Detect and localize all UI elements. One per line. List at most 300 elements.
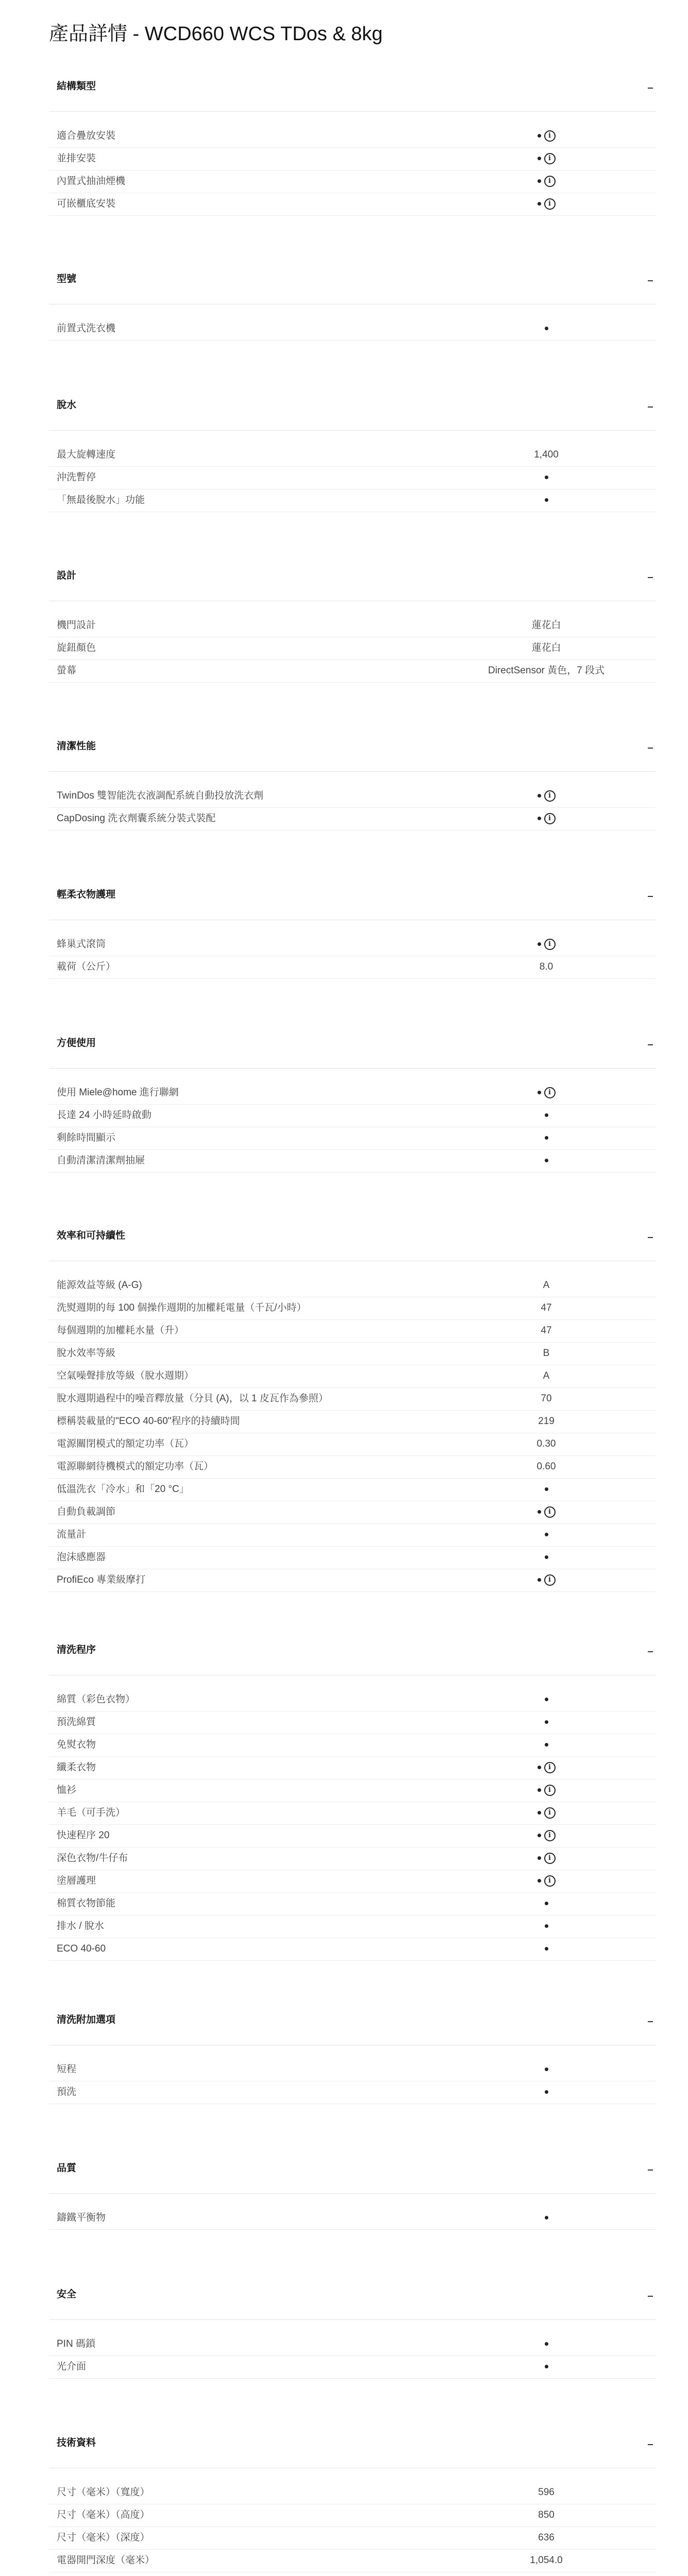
collapse-minus-icon[interactable] [635, 566, 656, 586]
spec-label: 「無最後脫水」功能 [57, 495, 145, 505]
section-title: 安全 [57, 2289, 77, 2300]
spec-section [49, 62, 656, 216]
spec-row [49, 1870, 656, 1893]
spec-row [49, 1479, 656, 1501]
collapse-minus-icon[interactable] [635, 2158, 656, 2179]
spec-value-text: 850 [538, 2510, 555, 2520]
spec-value [482, 1501, 611, 1523]
spec-rows [49, 1261, 656, 1592]
spec-value [482, 1757, 611, 1778]
spec-rows [49, 431, 656, 512]
spec-row [49, 1893, 656, 1916]
spec-value-text: 0.60 [536, 1461, 556, 1472]
spec-value [482, 1938, 611, 1960]
section-header[interactable] [49, 2270, 656, 2320]
spec-row [49, 318, 656, 341]
spec-rows [49, 2194, 656, 2230]
section-title: 清洗附加選項 [57, 2014, 116, 2025]
spec-label: 並排安裝 [57, 153, 96, 164]
spec-value-text: 蓮花白 [531, 642, 561, 653]
spec-label: 旋鈕顏色 [57, 642, 96, 653]
spec-rows [49, 2468, 656, 2576]
info-icon[interactable]: i [544, 939, 556, 950]
spec-label: TwinDos 雙智能洗衣液調配系統自動投放洗衣劑 [57, 790, 264, 801]
spec-row [49, 1501, 656, 1524]
spec-rows [49, 1069, 656, 1173]
spec-rows [49, 601, 656, 683]
spec-value [482, 171, 611, 192]
spec-row [49, 2207, 656, 2230]
spec-value [482, 1689, 611, 1710]
info-icon[interactable]: i [544, 1830, 556, 1841]
spec-label: 電源關閉模式的額定功率（瓦） [57, 1438, 194, 1449]
section-header[interactable] [49, 381, 656, 431]
info-icon[interactable]: i [544, 1087, 556, 1098]
spec-label: 光介面 [57, 2361, 87, 2372]
spec-rows [49, 2320, 656, 2379]
bullet-dot-icon [545, 1159, 548, 1162]
spec-value [482, 1524, 611, 1546]
spec-rows [49, 112, 656, 216]
spec-label: 尺寸（毫米）（寬度） [57, 2487, 150, 2498]
spec-value [482, 2572, 611, 2576]
spec-label: 標稱裝載量的"ECO 40-60"程序的持續時間 [57, 1416, 240, 1427]
spec-value [482, 785, 611, 807]
spec-label: 恤衫 [57, 1785, 77, 1795]
spec-value [482, 1105, 611, 1126]
section-header[interactable] [49, 722, 656, 772]
spec-row [49, 1569, 656, 1592]
bullet-dot-icon [545, 2365, 548, 2368]
spec-label: 最大旋轉速度 [57, 449, 116, 460]
bullet-dot-icon [538, 179, 541, 183]
section-header[interactable] [49, 2144, 656, 2194]
spec-value [482, 615, 611, 636]
spec-row [49, 1343, 656, 1365]
spec-value [482, 1127, 611, 1149]
bullet-dot-icon [538, 1856, 541, 1860]
spec-row [49, 193, 656, 216]
section-header[interactable] [49, 1019, 656, 1069]
spec-section [49, 381, 656, 512]
section-title: 結構類型 [57, 81, 96, 92]
bullet-dot-icon [545, 1487, 548, 1491]
section-header[interactable] [49, 1995, 656, 2045]
spec-rows [49, 2045, 656, 2104]
spec-value [482, 125, 611, 147]
bullet-dot-icon [545, 1533, 548, 1536]
spec-rows [49, 304, 656, 341]
section-header[interactable] [49, 255, 656, 304]
spec-label: 脫水效率等級 [57, 1348, 116, 1359]
bullet-dot-icon [545, 1924, 548, 1928]
bullet-dot-icon [538, 1510, 541, 1514]
spec-label: 預洗 [57, 2087, 77, 2097]
spec-label [57, 2572, 115, 2576]
section-title: 品質 [57, 2163, 77, 2174]
spec-value [482, 637, 611, 659]
bullet-dot-icon [538, 1834, 541, 1837]
spec-value [482, 193, 611, 215]
spec-label: 電器開門深度（毫米） [57, 2555, 155, 2566]
spec-row [49, 2504, 656, 2527]
info-icon[interactable]: i [544, 1785, 556, 1796]
spec-row [49, 2572, 656, 2576]
info-icon[interactable]: i [544, 1807, 556, 1819]
bullet-dot-icon [545, 1113, 548, 1117]
spec-label: ProfiEco 專業級摩打 [57, 1574, 146, 1585]
bullet-dot-icon [538, 1091, 541, 1094]
spec-row [49, 956, 656, 979]
spec-row [49, 444, 656, 467]
info-icon[interactable]: i [544, 198, 556, 210]
spec-row [49, 637, 656, 660]
spec-section [49, 1995, 656, 2104]
spec-section [49, 551, 656, 683]
spec-section [49, 1019, 656, 1173]
info-icon[interactable]: i [544, 1875, 556, 1887]
spec-label: 能源效益等級 (A-G) [57, 1280, 142, 1291]
spec-value [482, 489, 611, 511]
spec-value [482, 1848, 611, 1869]
spec-section [49, 2270, 656, 2379]
spec-label: 深色衣物/牛仔布 [57, 1853, 128, 1863]
section-title: 技術資料 [57, 2437, 96, 2448]
spec-value [482, 1916, 611, 1937]
spec-value [482, 1547, 611, 1568]
bullet-dot-icon [545, 2216, 548, 2219]
collapse-minus-icon[interactable] [635, 1226, 656, 1246]
spec-row [49, 489, 656, 512]
spec-value [482, 1082, 611, 1104]
spec-row [49, 2550, 656, 2572]
section-title: 型號 [57, 274, 77, 284]
spec-row [49, 2333, 656, 2356]
section-title: 輕柔衣物護理 [57, 889, 116, 900]
spec-row [49, 2482, 656, 2504]
spec-label: 適合疊放安裝 [57, 130, 116, 141]
section-header[interactable] [49, 62, 656, 112]
spec-value-text: 47 [541, 1302, 552, 1313]
spec-label: 自動負載調節 [57, 1506, 116, 1517]
spec-value-text: 1,400 [534, 449, 559, 460]
spec-value-text: 0.30 [536, 1438, 556, 1449]
bullet-dot-icon [545, 498, 548, 502]
info-icon[interactable]: i [544, 1762, 556, 1773]
spec-label: 脫水週期過程中的噪音釋放量（分貝 (A)，以 1 皮瓦作為參照） [57, 1393, 328, 1404]
spec-row [49, 1802, 656, 1825]
spec-row [49, 1938, 656, 1961]
spec-label: 空氣噪聲排放等級（脫水週期） [57, 1370, 194, 1381]
spec-label: 使用 Miele@home 進行聯網 [57, 1087, 179, 1098]
spec-value [482, 2356, 611, 2378]
spec-section [49, 255, 656, 341]
spec-row [49, 1825, 656, 1848]
section-title: 脫水 [57, 400, 77, 411]
spec-value [482, 1802, 611, 1824]
spec-label: 螢幕 [57, 665, 77, 676]
spec-row [49, 1411, 656, 1433]
spec-label: 蜂巢式滾筒 [57, 939, 106, 950]
spec-label: 羊毛（可手洗） [57, 1807, 126, 1818]
spec-value [482, 1479, 611, 1500]
spec-row [49, 1689, 656, 1711]
spec-section [49, 1211, 656, 1592]
spec-label: 快速程序 20 [57, 1830, 110, 1841]
spec-label: 纖柔衣物 [57, 1762, 96, 1773]
spec-value [482, 1365, 611, 1387]
spec-section [49, 2144, 656, 2230]
spec-label: 尺寸（毫米）（高度） [57, 2510, 150, 2520]
spec-row [49, 2527, 656, 2550]
spec-label: 綿質（彩色衣物） [57, 1694, 136, 1705]
spec-value [482, 1433, 611, 1455]
spec-label: 洗熨週期的每 100 個操作週期的加權耗電量（千瓦/小時） [57, 1302, 307, 1313]
section-title: 清洗程序 [57, 1645, 96, 1655]
spec-label: CapDosing 洗衣劑囊系統分裝式裝配 [57, 813, 216, 824]
spec-label: 排水 / 脫水 [57, 1921, 104, 1931]
spec-value [482, 318, 611, 340]
spec-label: PIN 碼鎖 [57, 2338, 95, 2349]
section-header[interactable] [49, 1211, 656, 1261]
spec-row [49, 467, 656, 489]
info-icon[interactable]: i [544, 790, 556, 802]
spec-row [49, 1547, 656, 1569]
bullet-dot-icon [538, 1879, 541, 1883]
spec-rows [49, 920, 656, 979]
spec-label: 每個週期的加權耗水量（升） [57, 1325, 184, 1336]
spec-value-text: 219 [538, 1416, 555, 1427]
section-title: 清潔性能 [57, 741, 96, 752]
spec-row [49, 1127, 656, 1150]
spec-value [482, 1411, 611, 1432]
spec-row [49, 1275, 656, 1297]
section-title: 設計 [57, 570, 77, 581]
collapse-minus-icon[interactable] [635, 736, 656, 757]
spec-label: 電源聯網待機模式的額定功率（瓦） [57, 1461, 214, 1472]
spec-value [482, 2081, 611, 2103]
info-icon[interactable]: i [544, 813, 556, 824]
spec-label: ECO 40-60 [57, 1943, 106, 1954]
spec-row [49, 1524, 656, 1547]
info-icon[interactable]: i [544, 1853, 556, 1864]
spec-row [49, 2356, 656, 2379]
page-title: 產品詳情 - WCD660 WCS TDos & 8kg [49, 23, 383, 45]
spec-label: 內置式抽油煙機 [57, 176, 126, 187]
spec-value-text: A [543, 1370, 550, 1381]
spec-row [49, 808, 656, 831]
bullet-dot-icon [545, 476, 548, 479]
spec-value [482, 1343, 611, 1364]
spec-value-text: B [543, 1348, 550, 1359]
bullet-dot-icon [538, 134, 541, 138]
spec-row [49, 934, 656, 956]
spec-row [49, 785, 656, 808]
spec-row [49, 171, 656, 193]
section-header[interactable] [49, 1625, 656, 1675]
spec-row [49, 148, 656, 171]
spec-row [49, 125, 656, 148]
spec-row [49, 1916, 656, 1938]
spec-value [482, 1320, 611, 1342]
bullet-dot-icon [538, 942, 541, 946]
bullet-dot-icon [545, 1136, 548, 1140]
spec-label: 尺寸（毫米）（深度） [57, 2532, 150, 2543]
spec-label: 棉質衣物節能 [57, 1898, 116, 1909]
section-header[interactable] [49, 551, 656, 601]
spec-label: 前置式洗衣機 [57, 323, 116, 334]
collapse-minus-icon[interactable] [635, 269, 656, 290]
section-header[interactable] [49, 870, 656, 920]
spec-value [482, 467, 611, 488]
spec-section [49, 2418, 656, 2576]
spec-label: 剩餘時間顯示 [57, 1132, 116, 1143]
spec-value [482, 2482, 611, 2503]
spec-section [49, 870, 656, 979]
info-icon[interactable]: i [544, 1506, 556, 1518]
spec-value [482, 808, 611, 829]
spec-label: 預洗綿質 [57, 1717, 96, 1727]
spec-value [482, 1870, 611, 1892]
spec-value-text: DirectSensor 黃色，7 段式 [488, 665, 605, 676]
section-title: 效率和可持續性 [57, 1230, 126, 1241]
spec-row [49, 1082, 656, 1105]
bullet-dot-icon [538, 1788, 541, 1792]
spec-row [49, 1711, 656, 1734]
section-header[interactable] [49, 2418, 656, 2468]
spec-value [482, 934, 611, 955]
spec-label: 流量計 [57, 1529, 87, 1540]
collapse-minus-icon[interactable] [635, 76, 656, 97]
bullet-dot-icon [538, 157, 541, 160]
spec-row [49, 1297, 656, 1320]
bullet-dot-icon [538, 1811, 541, 1815]
spec-value [482, 1711, 611, 1733]
spec-label: 塗層護理 [57, 1875, 96, 1886]
collapse-minus-icon[interactable] [635, 395, 656, 416]
bullet-dot-icon [545, 1698, 548, 1701]
spec-label: 沖洗暫停 [57, 472, 96, 483]
spec-value [482, 1893, 611, 1914]
spec-value-text: A [543, 1280, 550, 1291]
spec-value [482, 2504, 611, 2526]
bullet-dot-icon [545, 1720, 548, 1724]
spec-row [49, 1320, 656, 1343]
spec-value-text: 8.0 [539, 961, 553, 972]
spec-row [49, 1734, 656, 1757]
spec-value-text: 47 [541, 1325, 552, 1336]
bullet-dot-icon [545, 1555, 548, 1559]
collapse-minus-icon[interactable] [635, 1033, 656, 1054]
info-icon[interactable]: i [544, 130, 556, 142]
collapse-minus-icon[interactable] [635, 2284, 656, 2305]
bullet-dot-icon [538, 1578, 541, 1582]
spec-row [49, 1365, 656, 1388]
info-icon[interactable]: i [544, 1574, 556, 1586]
spec-value-text: 1,054.0 [530, 2555, 563, 2566]
spec-label: 可嵌櫃底安裝 [57, 198, 116, 209]
spec-label: 長達 24 小時延時啟動 [57, 1110, 152, 1121]
spec-value-text: 蓮花白 [531, 620, 561, 631]
spec-value [482, 1734, 611, 1756]
spec-row [49, 1456, 656, 1479]
spec-value [482, 1150, 611, 1172]
spec-value [482, 148, 611, 170]
info-icon[interactable]: i [544, 176, 556, 187]
spec-label: 機門設計 [57, 620, 96, 631]
spec-label: 載荷（公斤） [57, 961, 116, 972]
bullet-dot-icon [538, 794, 541, 798]
bullet-dot-icon [545, 2342, 548, 2346]
bullet-dot-icon [545, 1743, 548, 1747]
bullet-dot-icon [545, 1947, 548, 1951]
spec-section [49, 1625, 656, 1961]
spec-row [49, 1780, 656, 1802]
bullet-dot-icon [538, 1766, 541, 1769]
bullet-dot-icon [538, 202, 541, 206]
bullet-dot-icon [545, 327, 548, 330]
spec-value [482, 1297, 611, 1319]
spec-row [49, 1105, 656, 1127]
spec-value [482, 1275, 611, 1296]
spec-row [49, 1848, 656, 1870]
spec-rows [49, 772, 656, 831]
spec-label: 自動清潔清潔劑抽屜 [57, 1155, 145, 1166]
spec-value [482, 956, 611, 978]
spec-row [49, 1388, 656, 1411]
section-title: 方便使用 [57, 1038, 96, 1048]
spec-value [482, 1456, 611, 1478]
collapse-minus-icon[interactable] [635, 1640, 656, 1660]
collapse-minus-icon[interactable] [635, 2010, 656, 2030]
info-icon[interactable]: i [544, 153, 556, 164]
spec-value [482, 1780, 611, 1801]
spec-row [49, 615, 656, 637]
spec-row [49, 2059, 656, 2081]
spec-value-text: 636 [538, 2532, 555, 2543]
spec-section [49, 722, 656, 831]
spec-row [49, 1757, 656, 1780]
collapse-minus-icon[interactable] [635, 2433, 656, 2453]
spec-value-text: 70 [541, 1393, 552, 1404]
spec-value [482, 444, 611, 466]
bullet-dot-icon [545, 2067, 548, 2071]
spec-value [482, 1569, 611, 1591]
spec-value [482, 2333, 611, 2355]
spec-rows [49, 1675, 656, 1961]
spec-label: 低溫洗衣「冷水」和「20 °C」 [57, 1484, 189, 1495]
bullet-dot-icon [545, 2090, 548, 2094]
spec-label: 泡沫感應器 [57, 1552, 106, 1563]
spec-row [49, 1150, 656, 1173]
spec-value-text: 596 [538, 2487, 555, 2498]
spec-label: 鑄鐵平衡物 [57, 2212, 106, 2223]
spec-row [49, 1433, 656, 1456]
spec-label: 免熨衣物 [57, 1739, 96, 1750]
spec-value [482, 1388, 611, 1410]
bullet-dot-icon [545, 1902, 548, 1905]
spec-value [482, 2207, 611, 2229]
spec-value [482, 1825, 611, 1846]
spec-value [482, 2550, 611, 2571]
bullet-dot-icon [538, 817, 541, 820]
collapse-minus-icon[interactable] [635, 885, 656, 905]
spec-value [482, 660, 611, 682]
spec-value [482, 2527, 611, 2549]
spec-row [49, 660, 656, 683]
spec-label: 短程 [57, 2064, 77, 2075]
spec-row [49, 2081, 656, 2104]
